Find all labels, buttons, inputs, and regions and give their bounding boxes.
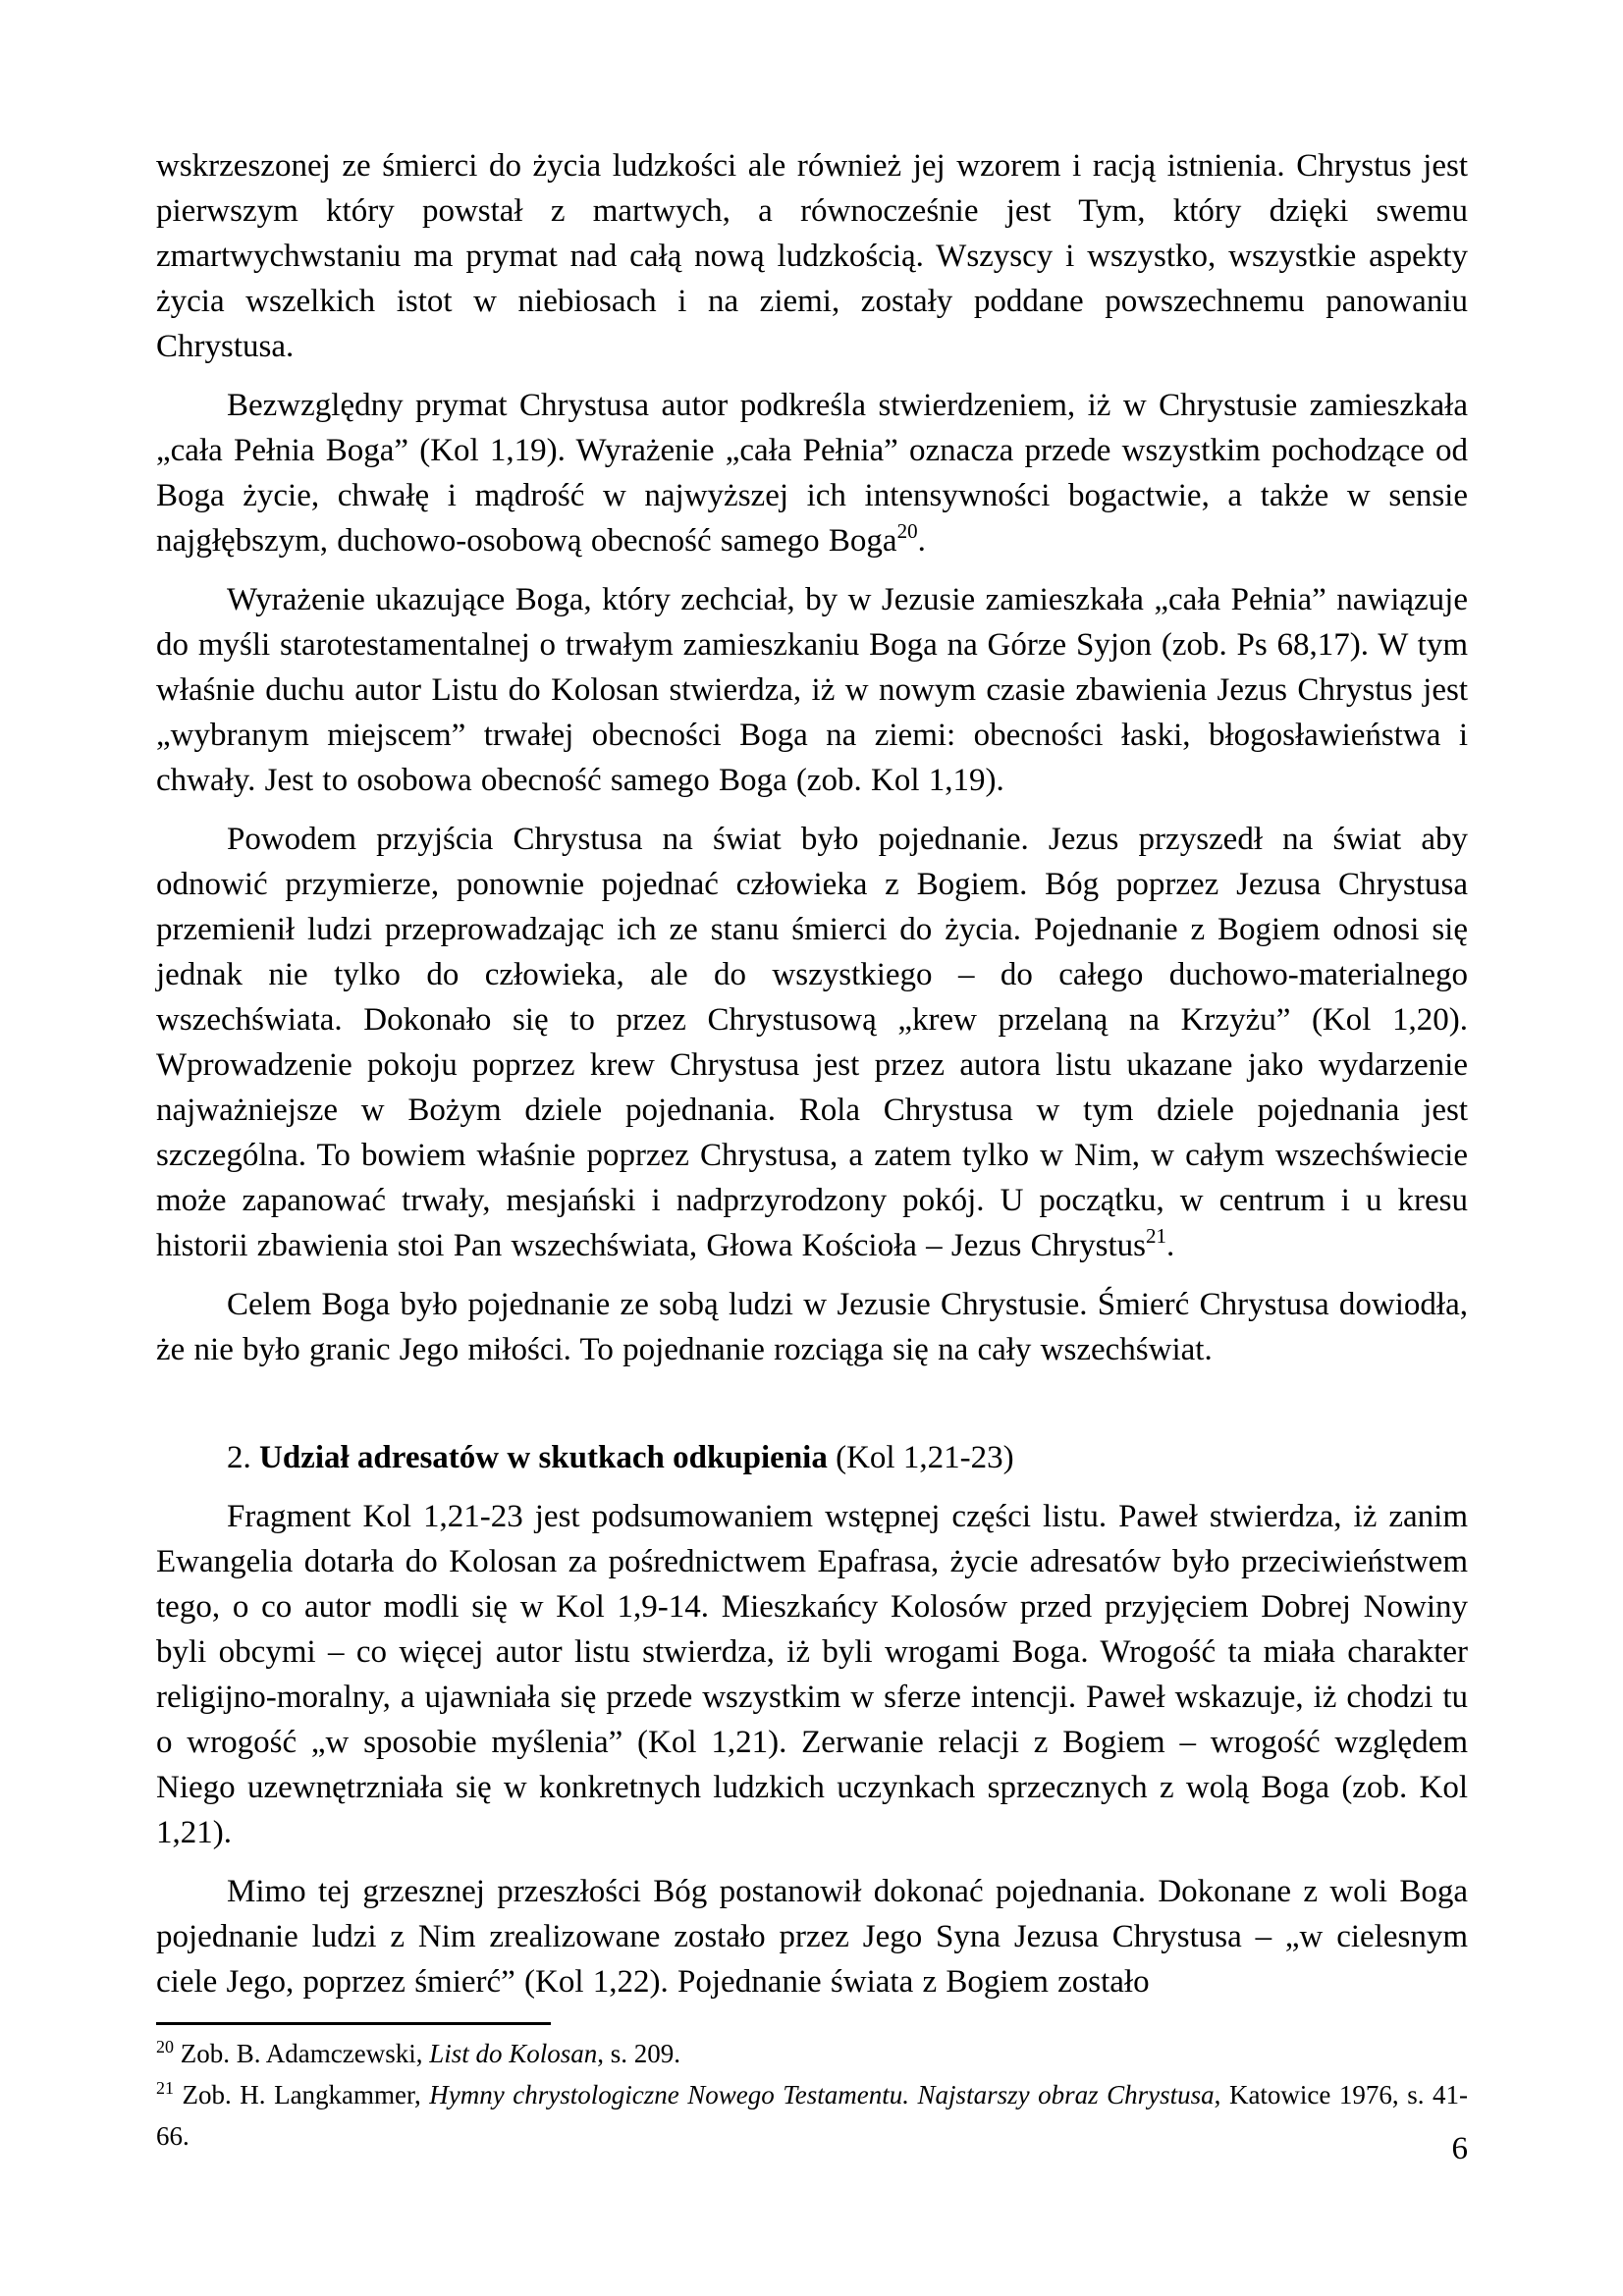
text-run: Hymny chrystologiczne Nowego Testamentu. Najstarszy obraz Chrystusa bbox=[429, 2080, 1215, 2109]
text-run: Celem Boga było pojednanie ze sobą ludzi w Jezusie Chrystusie. Śmierć Chrystusa dowiodła, że nie było granic Jego miłości. To pojednanie rozciąga się na cały wszechświat. bbox=[156, 1287, 1468, 1367]
paragraph-8 bbox=[156, 1869, 1468, 2004]
footnote-reference: 21 bbox=[1145, 1224, 1166, 1248]
text-run: (Kol 1,21-23) bbox=[827, 1440, 1014, 1475]
text-run: Zob. H. Langkammer, bbox=[182, 2080, 430, 2109]
text-run: wskrzeszonej ze śmierci do życia ludzkości ale również jej wzorem i racją istnienia. Chrystus jest pierwszym który powstał z martwych, a równocześnie jest Tym, który dzięki swemu zmartwychwstaniu ma prymat nad całą nową ludzkością. Wszyscy i wszystko, wszystkie aspekty życia wszelkich istot w niebiosach i na ziemi, zostały poddane powszechnemu panowaniu Chrystusa. bbox=[156, 148, 1468, 364]
text-run: List do Kolosan bbox=[429, 2039, 598, 2068]
text-run: . bbox=[917, 523, 926, 559]
footnote-20 bbox=[156, 2033, 1468, 2074]
footnote-marker: 21 bbox=[156, 2078, 174, 2098]
text-run: Udział adresatów w skutkach odkupienia bbox=[259, 1440, 828, 1475]
text-run: Zob. B. Adamczewski, bbox=[180, 2039, 430, 2068]
footnotes bbox=[156, 2033, 1468, 2157]
text-run: Powodem przyjścia Chrystusa na świat było pojednanie. Jezus przyszedł na świat aby odnowić przymierze, ponownie pojednać człowieka z Bogiem. Bóg poprzez Jezusa Chrystusa przemienił ludzi przeprowadzając ich ze stanu śmierci do życia. Pojednanie z Bogiem odnosi się jednak nie tylko do człowieka, ale do wszystkiego – do całego duchowo-materialnego wszechświata. Dokonało się to przez Chrystusową „krew przelaną na Krzyżu” (Kol 1,20). Wprowadzenie pokoju poprzez krew Chrystusa jest przez autora listu ukazane jako wydarzenie najważniejsze w Bożym dziele pojednania. Rola Chrystusa w tym dziele pojednania jest szczególna. To bowiem właśnie poprzez Chrystusa, a zatem tylko w Nim, w całym wszechświecie może zapanować trwały, mesjański i nadprzyrodzony pokój. U początku, w centrum i u kresu historii zbawienia stoi Pan wszechświata, Głowa Kościoła – Jezus Chrystus bbox=[156, 822, 1468, 1263]
text-run: Wyrażenie ukazujące Boga, który zechciał, by w Jezusie zamieszkała „cała Pełnia” nawiązuje do myśli starotestamentalnej o trwałym zamieszkaniu Boga na Górze Syjon (zob. Ps 68,17). W tym właśnie duchu autor Listu do Kolosan stwierdza, iż w nowym czasie zbawienia Jezus Chrystus jest „wybranym miejscem” trwałej obecności Boga na ziemi: obecności łaski, błogosławieństwa i chwały. Jest to osobowa obecność samego Boga (zob. Kol 1,19). bbox=[156, 582, 1468, 798]
text-run: Fragment Kol 1,21-23 jest podsumowaniem wstępnej części listu. Paweł stwierdza, iż zanim Ewangelia dotarła do Kolosan za pośrednictwem Epafrasa, życie adresatów było przeciwieństwem tego, o co autor modli się w Kol 1,9-14. Mieszkańcy Kolosów przed przyjęciem Dobrej Nowiny byli obcymi – co więcej autor listu stwierdza, iż byli wrogami Boga. Wrogość ta miała charakter religijno-moralny, a ujawniała się przede wszystkim w sferze intencji. Paweł wskazuje, iż chodzi tu o wrogość „w sposobie myślenia” (Kol 1,21). Zerwanie relacji z Bogiem – wrogość względem Niego uzewnętrzniała się w konkretnych ludzkich uczynkach sprzecznych z wolą Boga (zob. Kol 1,21). bbox=[156, 1499, 1468, 1850]
paragraph-7 bbox=[156, 1494, 1468, 1855]
text-run: Bezwzględny prymat Chrystusa autor podkreśla stwierdzeniem, iż w Chrystusie zamieszkała „cała Pełnia Boga” (Kol 1,19). Wyrażenie „cała Pełnia” oznacza przede wszystkim pochodzące od Boga życie, chwałę i mądrość w najwyższej ich intensywności bogactwie, a także w sensie najgłębszym, duchowo-osobową obecność samego Boga bbox=[156, 388, 1468, 559]
section-heading bbox=[156, 1435, 1468, 1480]
paragraph-3 bbox=[156, 577, 1468, 803]
text-run: , s. 209. bbox=[597, 2039, 681, 2068]
body-sections bbox=[156, 143, 1468, 2004]
text-content bbox=[156, 143, 1468, 2157]
text-run: , Katowice 1976, s. 41-66. bbox=[156, 2080, 1468, 2151]
paragraph-4 bbox=[156, 817, 1468, 1268]
paragraph-2 bbox=[156, 383, 1468, 563]
text-run: . bbox=[1165, 1228, 1175, 1263]
footnote-separator bbox=[156, 2022, 551, 2025]
paragraph-5 bbox=[156, 1282, 1468, 1372]
footnote-marker: 20 bbox=[156, 2037, 174, 2056]
text-run: 2. bbox=[227, 1440, 259, 1475]
paragraph-1 bbox=[156, 143, 1468, 369]
footnote-21 bbox=[156, 2074, 1468, 2157]
text-run: Mimo tej grzesznej przeszłości Bóg postanowił dokonać pojednania. Dokonane z woli Boga pojednanie ludzi z Nim zrealizowane zostało przez Jego Syna Jezusa Chrystusa – „w cielesnym ciele Jego, poprzez śmierć” (Kol 1,22). Pojednanie świata z Bogiem zostało bbox=[156, 1874, 1468, 2000]
footnote-reference: 20 bbox=[896, 519, 918, 543]
page-number: 6 bbox=[1451, 2131, 1468, 2166]
